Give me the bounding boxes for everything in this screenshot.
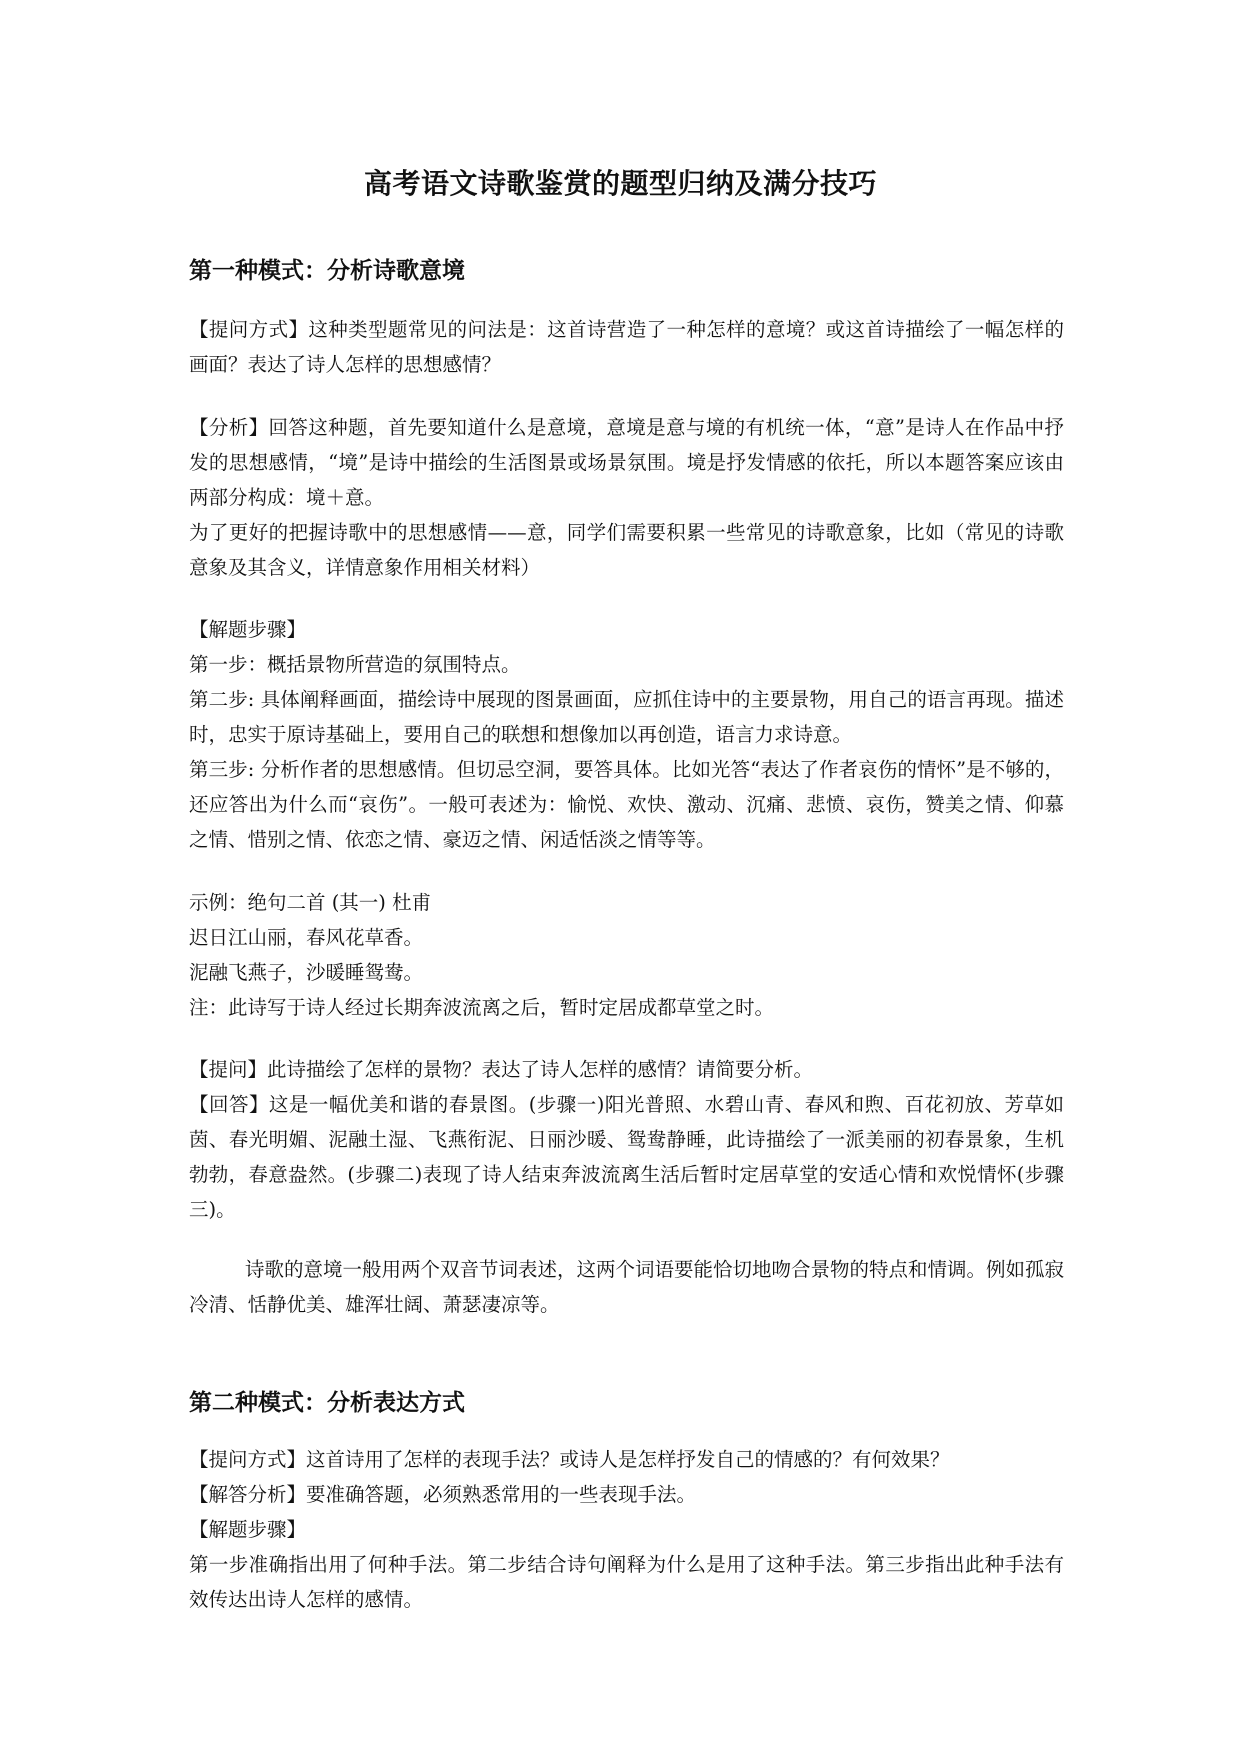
poem-line-1: 迟日江山丽，春风花草香。 <box>189 926 424 949</box>
poem-line-2: 泥融飞燕子，沙暖睡鸳鸯。 <box>189 961 424 984</box>
section2-answer-analysis: 【解答分析】要准确答题，必须熟悉常用的一些表现手法。 <box>189 1483 697 1506</box>
section1-step-2: 第二步: 具体阐释画面，描绘诗中展现的图景画面，应抓住诗中的主要景物，用自己的语言再现。描述时，忠实于原诗基础上，要用自己的联想和想像加以再创造，语言力求诗意。 <box>189 688 1064 746</box>
page-title: 高考语文诗歌鉴赏的题型归纳及满分技巧 <box>363 167 877 200</box>
poem-note: 注：此诗写于诗人经过长期奔波流离之后，暂时定居成都草堂之时。 <box>189 996 775 1019</box>
example-title: 示例：绝句二首 (其一) 杜甫 <box>189 891 432 914</box>
section1-heading: 第一种模式：分析诗歌意境 <box>189 258 465 284</box>
section2-question-way: 【提问方式】这首诗用了怎样的表现手法？或诗人是怎样抒发自己的情感的？有何效果？ <box>189 1448 950 1471</box>
section2-steps-title: 【解题步骤】 <box>189 1518 307 1541</box>
section1-analysis: 【分析】回答这种题，首先要知道什么是意境，意境是意与境的有机统一体，“意”是诗人在作品中抒发的思想感情，“境”是诗中描绘的生活图景或场景氛围。境是抒发情感的依托，所以本题答案应该由两部分构成：境＋意。 <box>189 416 1064 509</box>
section2-steps: 第一步准确指出用了何种手法。第二步结合诗句阐释为什么是用了这种手法。第三步指出此种手法有效传达出诗人怎样的感情。 <box>189 1553 1064 1611</box>
example-answer: 【回答】这是一幅优美和谐的春景图。(步骤一)阳光普照、水碧山青、春风和煦、百花初放、芳草如茵、春光明媚、泥融土湿、飞燕衔泥、日丽沙暖、鸳鸯静睡，此诗描绘了一派美丽的初春景象，生机勃勃，春意盎然。(步骤二)表现了诗人结束奔波流离生活后暂时定居草堂的安适心情和欢悦情怀(步骤三)。 <box>189 1093 1064 1221</box>
section1-summary: 诗歌的意境一般用两个双音节词表述，这两个词语要能恰切地吻合景物的特点和情调。例如孤寂冷清、恬静优美、雄浑壮阔、萧瑟凄凉等。 <box>189 1258 1065 1316</box>
section1-step-3: 第三步: 分析作者的思想感情。但切忌空洞，要答具体。比如光答“表达了作者哀伤的情怀”是不够的，还应答出为什么而“哀伤”。一般可表述为：愉悦、欢快、激动、沉痛、悲愤、哀伤，赞美之情、仰慕之情、惜别之情、依恋之情、豪迈之情、闲适恬淡之情等等。 <box>189 758 1064 851</box>
section2-heading: 第二种模式：分析表达方式 <box>189 1390 465 1416</box>
section1-analysis-2: 为了更好的把握诗歌中的思想感情——意，同学们需要积累一些常见的诗歌意象，比如（常见的诗歌意象及其含义，详情意象作用相关材料） <box>189 521 1064 579</box>
section1-steps-title: 【解题步骤】 <box>189 618 307 641</box>
section1-question-way: 【提问方式】这种类型题常见的问法是：这首诗营造了一种怎样的意境？或这首诗描绘了一幅怎样的画面？表达了诗人怎样的思想感情？ <box>189 318 1064 376</box>
section1-step-1: 第一步：概括景物所营造的氛围特点。 <box>189 653 521 676</box>
example-question: 【提问】此诗描绘了怎样的景物？表达了诗人怎样的感情？请简要分析。 <box>189 1058 814 1081</box>
